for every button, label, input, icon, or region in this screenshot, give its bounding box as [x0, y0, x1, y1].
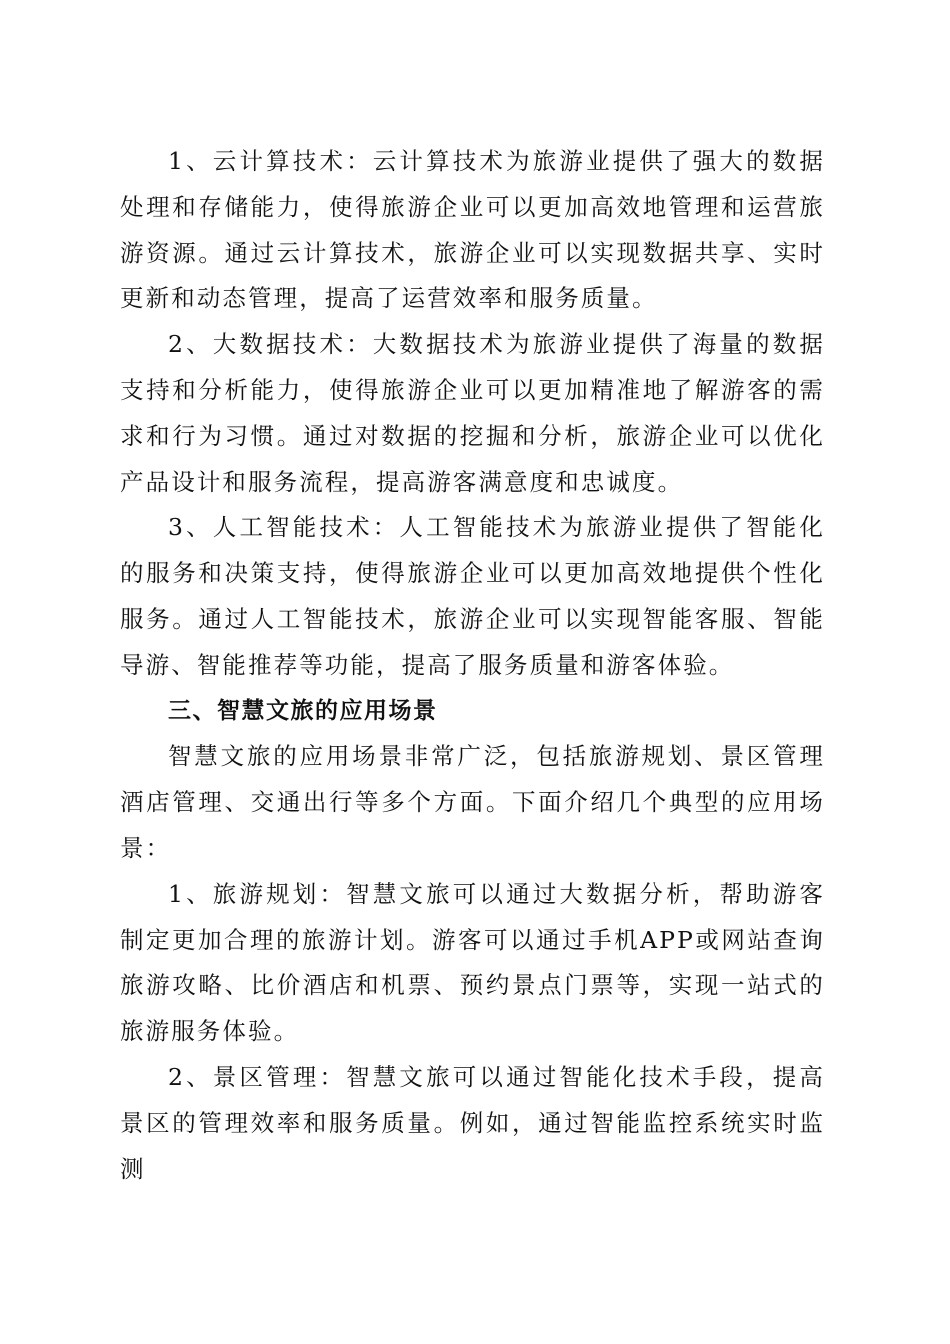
- paragraph-cloud-computing: 1、云计算技术：云计算技术为旅游业提供了强大的数据处理和存储能力，使得旅游企业可以更加高效地管理和运营旅游资源。通过云计算技术，旅游企业可以实现数据共享、实时更新和动态管理，提高了运营效率和服务质量。: [120, 147, 825, 313]
- paragraph-scenic-management: 2、景区管理：智慧文旅可以通过智能化技术手段，提高景区的管理效率和服务质量。例如，通过智能监控系统实时监测: [120, 1062, 825, 1183]
- paragraph-big-data: 2、大数据技术：大数据技术为旅游业提供了海量的数据支持和分析能力，使得旅游企业可以更加精准地了解游客的需求和行为习惯。通过对数据的挖掘和分析，旅游企业可以优化产品设计和服务流程，提高游客满意度和忠诚度。: [120, 330, 825, 496]
- document-body: [120, 139, 825, 1192]
- paragraph-travel-planning: 1、旅游规划：智慧文旅可以通过大数据分析，帮助游客制定更加合理的旅游计划。游客可以通过手机APP或网站查询旅游攻略、比价酒店和机票、预约景点门票等，实现一站式的旅游服务体验。: [120, 879, 825, 1046]
- paragraph-scenarios-intro: 智慧文旅的应用场景非常广泛，包括旅游规划、景区管理酒店管理、交通出行等多个方面。下面介绍几个典型的应用场景：: [120, 742, 825, 862]
- section-heading: 三、智慧文旅的应用场景: [168, 697, 438, 724]
- paragraph-ai: 3、人工智能技术：人工智能技术为旅游业提供了智能化的服务和决策支持，使得旅游企业可以更加高效地提供个性化服务。通过人工智能技术，旅游企业可以实现智能客服、智能导游、智能推荐等功能，提高了服务质量和游客体验。: [120, 513, 825, 679]
